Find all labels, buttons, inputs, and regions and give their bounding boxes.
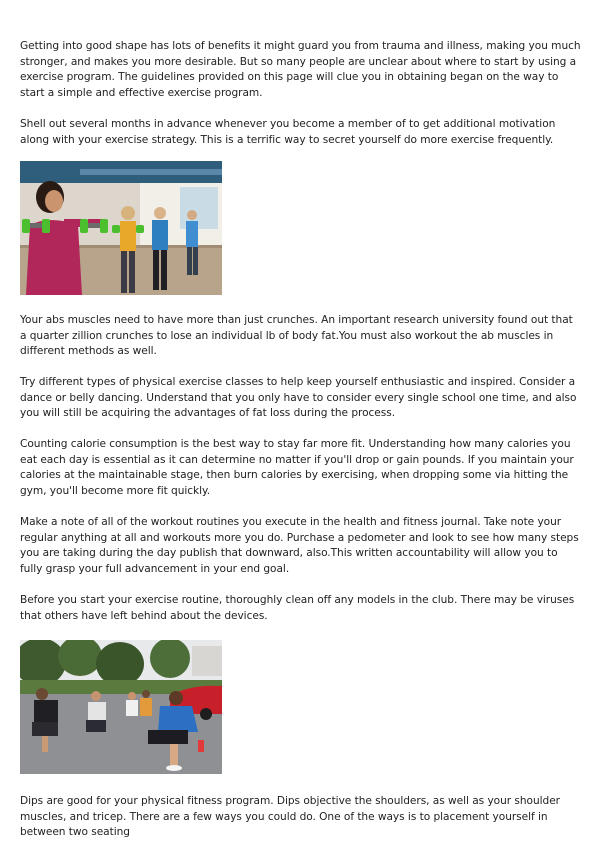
paragraph-dips: Dips are good for your physical fitness program. Dips objective the shoulders, as well as your shoulder muscles, and tricep. There are a few ways you could do. One of the ways is to placement yourself in between two seating bbox=[20, 795, 560, 839]
paragraph-abs: Your abs muscles need to have more than just crunches. An important research university found out that a quarter zillion crunches to lose an individual lb of body fat.You must also workout the ab muscles in different methods as well. bbox=[20, 314, 573, 358]
paragraph-intro: Getting into good shape has lots of benefits it might guard you from trauma and illness, making you much stronger, and makes you more desirable. But so many people are unclear about where to start by using a exercise program. The guidelines provided on this page will clue you in obtaining began on the way to start a simple and effective exercise program. bbox=[20, 40, 581, 99]
paragraph-journal: Make a note of all of the workout routines you execute in the health and fitness journal. Take note your regular anything at all and workouts more you do. Purchase a pedometer and look to see how many steps you are taking during the day publish that downward, also.This written accountability will allow you to fully grasp your full advancement in your end goal. bbox=[20, 516, 579, 575]
paragraph-calories: Counting calorie consumption is the best way to stay far more fit. Understanding how many calories you eat each day is essential as it can determine no matter if you'll drop or gain pounds. If you maintain your calories at the maintainable stage, then burn calories by exercising, when dropping some via hitting the gym, you'll become more fit quickly. bbox=[20, 438, 574, 497]
gym-class-photo bbox=[20, 161, 222, 295]
paragraph-membership: Shell out several months in advance whenever you become a member of to get additional motivation along with your exercise strategy. This is a terrific way to secret yourself do more exercise frequently. bbox=[20, 118, 556, 146]
paragraph-classes: Try different types of physical exercise classes to help keep yourself enthusiastic and inspired. Consider a dance or belly dancing. Understand that you only have to consider every single school one time, and also you will still be acquiring the advantages of fat loss during the process. bbox=[20, 376, 577, 420]
paragraph-clean: Before you start your exercise routine, thoroughly clean off any models in the club. There may be viruses that others have left behind about the devices. bbox=[20, 594, 575, 622]
outdoor-squat-photo bbox=[20, 640, 222, 774]
